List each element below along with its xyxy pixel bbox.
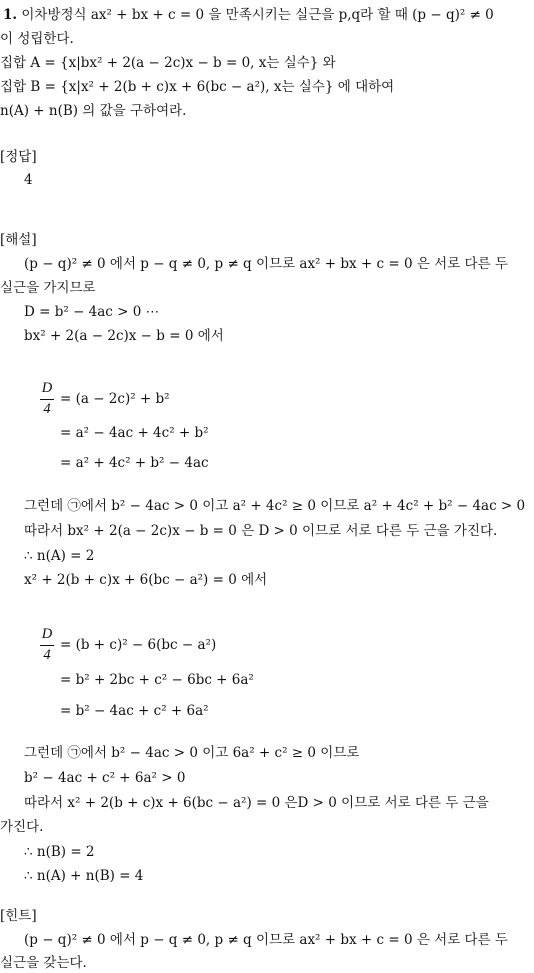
solution-line-5: 그런데 ㉠에서 b² − 4ac > 0 이고 a² + 4c² ≥ 0 이므로 a² + 4c² + b² − 4ac > 0 <box>24 498 526 514</box>
solution-line-13: ∴ n(B) = 2 <box>24 844 95 860</box>
solution-line-10: b² − 4ac + c² + 6a² > 0 <box>24 770 186 786</box>
problem-number: 1. <box>3 7 18 23</box>
problem-line-5: n(A) + n(B) 의 값을 구하여라. <box>0 103 187 119</box>
fraction-2-denominator: 4 <box>43 647 51 663</box>
solution-line-2: 실근을 가지므로 <box>0 280 96 296</box>
solution-line-12: 가진다. <box>0 819 44 835</box>
answer-heading: [정답] <box>0 149 37 165</box>
fraction-2-bar <box>40 645 54 646</box>
solution-heading: [해설] <box>0 232 37 248</box>
solution-line-7: ∴ n(A) = 2 <box>24 548 95 564</box>
fraction-1-denominator: 4 <box>43 401 51 417</box>
equation-line-3: = a² + 4c² + b² − 4ac <box>60 455 209 471</box>
solution-line-9: 그런데 ㉠에서 b² − 4ac > 0 이고 6a² + c² ≥ 0 이므로 <box>24 745 360 761</box>
fraction-1-bar <box>40 399 54 400</box>
fraction-1-numerator: D <box>41 380 53 396</box>
equation-line-6: = b² − 4ac + c² + 6a² <box>60 703 209 719</box>
solution-line-11: 따라서 x² + 2(b + c)x + 6(bc − a²) = 0 은D > 0 이므로 서로 다른 두 근을 <box>24 795 489 811</box>
fraction-2-numerator: D <box>41 626 53 642</box>
equation-line-5: = b² + 2bc + c² − 6bc + 6a² <box>60 672 254 688</box>
hint-line-2: 실근을 갖는다. <box>0 955 87 971</box>
solution-line-4: bx² + 2(a − 2c)x − b = 0 에서 <box>24 328 224 344</box>
problem-text-1: 이차방정식 ax² + bx + c = 0 을 만족시키는 실근을 p,q라 할 때 (p − q)² ≠ 0 <box>21 7 494 23</box>
solution-line-3: D = b² − 4ac > 0 ⋯ <box>24 304 160 320</box>
solution-line-6: 따라서 bx² + 2(a − 2c)x − b = 0 은 D > 0 이므로 서로 다른 두 근을 가진다. <box>24 523 498 539</box>
solution-line-1: (p − q)² ≠ 0 에서 p − q ≠ 0, p ≠ q 이므로 ax² + bx + c = 0 은 서로 다른 두 <box>24 256 508 272</box>
solution-line-14: ∴ n(A) + n(B) = 4 <box>24 868 144 884</box>
problem-line-1 <box>3 5 494 25</box>
equation-line-2: = a² − 4ac + 4c² + b² <box>60 425 209 441</box>
problem-line-2: 이 성립한다. <box>0 31 74 47</box>
hint-line-1: (p − q)² ≠ 0 에서 p − q ≠ 0, p ≠ q 이므로 ax² + bx + c = 0 은 서로 다른 두 <box>24 932 508 948</box>
equation-line-4: = (b + c)² − 6(bc − a²) <box>60 637 217 653</box>
problem-line-4: 집합 B = {x|x² + 2(b + c)x + 6(bc − a²), x는 실수} 에 대하여 <box>0 79 395 95</box>
solution-line-8: x² + 2(b + c)x + 6(bc − a²) = 0 에서 <box>24 572 268 588</box>
problem-line-3: 집합 A = {x|bx² + 2(a − 2c)x − b = 0, x는 실수} 와 <box>0 55 336 71</box>
equation-line-1: = (a − 2c)² + b² <box>60 391 170 407</box>
hint-heading: [힌트] <box>0 908 37 924</box>
answer-value: 4 <box>24 172 33 188</box>
